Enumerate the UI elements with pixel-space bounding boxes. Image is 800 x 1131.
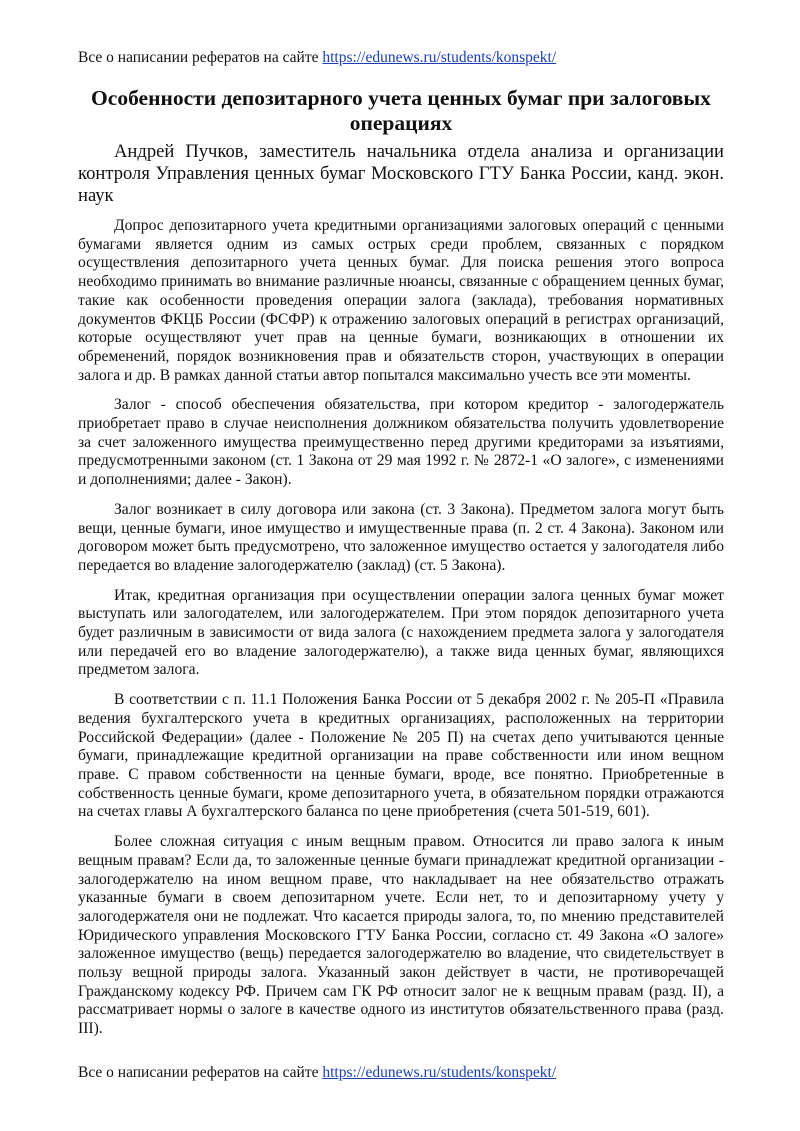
paragraph: В соответствии с п. 11.1 Положения Банка России от 5 декабря 2002 г. № 205-П «Правила ведения бухгалтерского учета в кредитных организациях, расположенных на территории Российской Федерации» (далее - Положение № 205 П) на счетах депо учитываются ценные бумаги, принадлежащие кредитной организации на праве собственности или ином вещном праве. С правом собственности на ценные бумаги, вроде, все понятно. Приобретенные в собственность ценные бумаги, кроме депозитарного учета, в обязательном порядки отражаются на счетах главы А бухгалтерского баланса по цене приобретения (счета 501-519, 601). (78, 691, 724, 821)
document-title: Особенности депозитарного учета ценных бумаг при залоговых операциях (91, 86, 711, 135)
paragraph: Залог - способ обеспечения обязательства, при котором кредитор - залогодержатель приобретает право в случае неисполнения должником обязательства получить удовлетворение за счет заложенного имущества преимущественно перед другими кредиторами за изъятиями, предусмотренными законом (ст. 1 Закона от 29 мая 1992 г. № 2872-1 «О залоге», с изменениями и дополнениями; далее - Закон). (78, 396, 724, 489)
paragraph: Залог возникает в силу договора или закона (ст. 3 Закона). Предметом залога могут быть вещи, ценные бумаги, иное имущество и имущественные права (п. 2 ст. 4 Закона). Законом или договором может быть предусмотрено, что заложенное имущество остается у залогодателя либо передается во владение залогодержателю (заклад) (ст. 5 Закона). (78, 500, 724, 574)
footer-link[interactable]: https://edunews.ru/students/konspekt/ (322, 1064, 557, 1081)
header-prefix: Все о написании рефератов на сайте (78, 49, 323, 66)
paragraph: Итак, кредитная организация при осуществлении операции залога ценных бумаг может выступать или залогодателем, или залогодержателем. При этом порядок депозитарного учета будет различным в зависимости от вида залога (с нахождением предмета залога у залогодателя или передачей его во владение залогодержателю), а также вида ценных бумаг, являющихся предметом залога. (78, 586, 724, 679)
footer-line (78, 1063, 556, 1083)
header-line (78, 48, 556, 68)
paragraph: Допрос депозитарного учета кредитными организациями залоговых операций с ценными бумагами является одним из самых острых среди проблем, связанных с порядком осуществления депозитарного учета ценных бумаг. Для поиска решения этого вопроса необходимо принимать во внимание различные нюансы, связанные с обращением ценных бумаг, такие как особенности проведения операции залога (заклада), требования нормативных документов ФКЦБ России (ФСФР) к отражению залоговых операций в регистрах организаций, которые осуществляют учет прав на ценные бумаги, возникающих в отношении их обременений, порядок возникновения прав и обязательств сторон, участвующих в операции залога и др. В рамках данной статьи автор попытался максимально учесть все эти моменты. (78, 217, 724, 384)
header-link[interactable]: https://edunews.ru/students/konspekt/ (322, 49, 557, 66)
document-body (78, 217, 724, 1050)
paragraph: Более сложная ситуация с иным вещным правом. Относится ли право залога к иным вещным правам? Если да, то заложенные ценные бумаги принадлежат кредитной организации - залогодержателю на ином вещном праве, что накладывает на нее обязательство отражать указанные бумаги в своем депозитарном учете. Если нет, то и депозитарному учету у залогодержателя они не подлежат. Что касается природы залога, то, по мнению представителей Юридического управления Московского ГТУ Банка России, согласно ст. 49 Закона «О залоге» заложенное имущество (вещь) передается залогодержателю во владение, что свидетельствует в пользу вещной природы залога. Указанный закон действует в части, не противоречащей Гражданскому кодексу РФ. Причем сам ГК РФ относит залог не к вещным правам (разд. II), а рассматривает нормы о залоге в качестве одного из институтов обязательственного права (разд. III). (78, 833, 724, 1038)
author-line: Андрей Пучков, заместитель начальника отдела анализа и организации контроля Управления ценных бумаг Московского ГТУ Банка России, канд. экон. наук (78, 141, 724, 206)
footer-prefix: Все о написании рефератов на сайте (78, 1064, 323, 1081)
